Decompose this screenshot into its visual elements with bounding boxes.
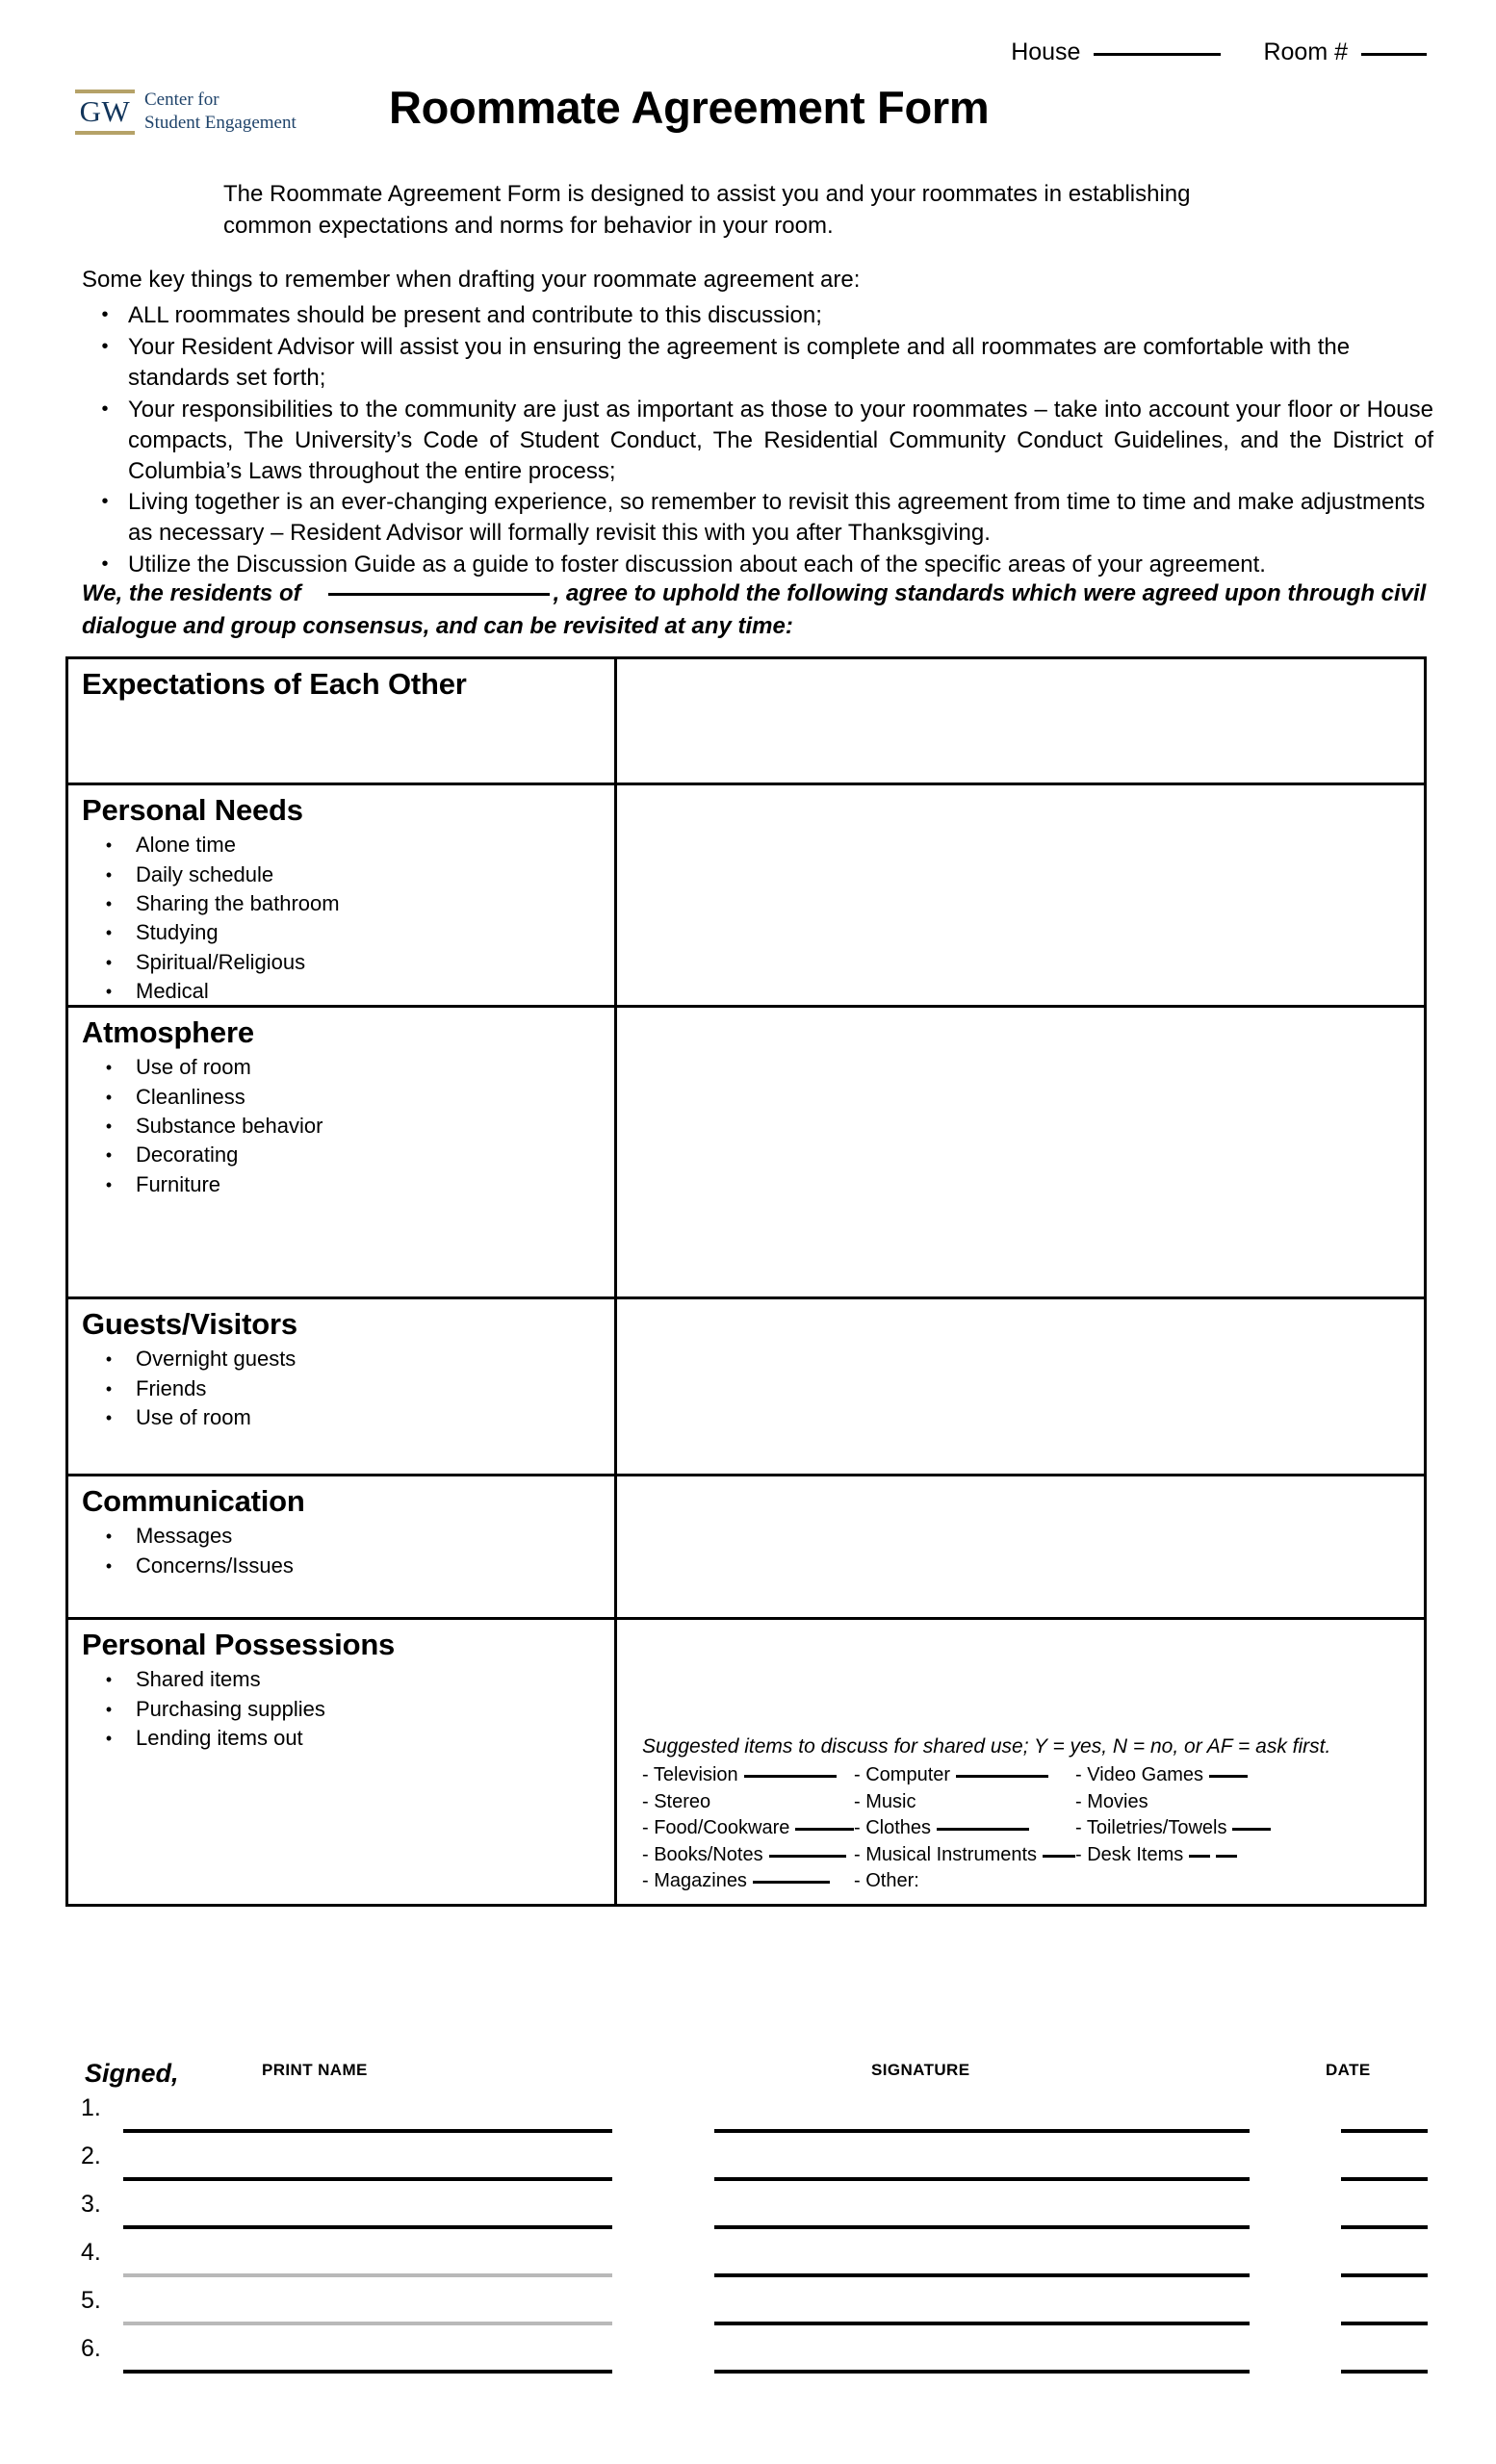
bullet-icon: • <box>105 1058 113 1078</box>
suggested-item-blank[interactable] <box>1043 1855 1075 1858</box>
list-item-label: Sharing the bathroom <box>136 891 340 916</box>
list-item <box>82 1665 614 1694</box>
list-item-label: Alone time <box>136 833 236 858</box>
section-title: Expectations of Each Other <box>82 667 467 701</box>
list-item <box>82 332 1433 394</box>
list-item <box>82 487 1433 549</box>
signature-row <box>0 2331 1496 2379</box>
agreement-statement <box>82 578 1433 642</box>
list-item-label: Substance behavior <box>136 1114 323 1139</box>
section-response-cell[interactable] <box>617 659 1424 783</box>
suggested-item <box>642 1815 854 1841</box>
house-label: House <box>1011 38 1081 65</box>
bullet-icon: • <box>105 835 113 856</box>
bullet-icon: • <box>105 1174 113 1194</box>
list-item <box>82 831 614 860</box>
table-row <box>68 785 1424 1008</box>
section-title: Communication <box>82 1484 305 1518</box>
signature-row <box>0 2283 1496 2331</box>
signature-line[interactable] <box>714 2177 1250 2181</box>
intro-paragraph: The Roommate Agreement Form is designed to assist you and your roommates in establishing common expectations and norms for behavior in your room. <box>223 181 1191 240</box>
list-item-label: Use of room <box>136 1055 251 1080</box>
list-item <box>82 1724 614 1753</box>
suggested-item-blank-pair[interactable] <box>1189 1842 1237 1868</box>
print-name-line[interactable] <box>123 2322 612 2325</box>
suggested-item-label: - Toiletries/Towels <box>1075 1817 1227 1839</box>
list-item <box>82 860 614 889</box>
bullet-icon: • <box>105 1087 113 1107</box>
lead-paragraph: Some key things to remember when drafting your roommate agreement are: <box>82 267 861 293</box>
list-item-label: Medical <box>136 979 209 1004</box>
column-header-date: DATE <box>1326 2061 1371 2079</box>
bullet-icon: • <box>105 864 113 885</box>
signature-row-number: 2. <box>81 2143 101 2169</box>
suggested-item <box>1075 1762 1496 1788</box>
bullet-icon: • <box>101 491 109 513</box>
table-row <box>68 1008 1424 1299</box>
suggested-item-blank[interactable] <box>744 1775 837 1778</box>
section-title: Personal Possessions <box>82 1628 396 1661</box>
suggested-item-blank[interactable] <box>769 1855 846 1858</box>
suggested-item-blank[interactable] <box>795 1828 854 1831</box>
suggested-item-blank[interactable] <box>1209 1775 1248 1778</box>
gw-logo-line-1: Center for <box>144 90 219 110</box>
list-item <box>82 1522 614 1551</box>
print-name-line[interactable] <box>123 2225 612 2229</box>
suggested-item-label: - Stereo <box>642 1790 711 1812</box>
signature-row-number: 4. <box>81 2239 101 2266</box>
section-response-cell[interactable] <box>617 785 1424 1005</box>
bullet-text: Living together is an ever-changing experience, so remember to revisit this agreement from time to time and make adjustments as necessary – Resident Advisor will formally revisit this with you after Thanksgiving. <box>128 489 1426 547</box>
suggested-item-label: - Food/Cookware <box>642 1817 790 1839</box>
suggested-item <box>1075 1842 1496 1868</box>
list-item-label: Daily schedule <box>136 861 274 886</box>
section-title: Guests/Visitors <box>82 1307 297 1341</box>
house-room-header <box>0 38 1496 66</box>
suggested-items-grid <box>642 1762 1496 1894</box>
gw-monogram <box>75 90 135 135</box>
bullet-icon: • <box>105 1408 113 1428</box>
bullet-icon: • <box>101 398 109 420</box>
suggested-item <box>1075 1815 1496 1841</box>
room-label: Room # <box>1263 38 1348 65</box>
suggested-item <box>642 1868 854 1894</box>
list-item-label: Furniture <box>136 1171 221 1196</box>
section-response-cell[interactable] <box>617 1476 1424 1617</box>
agreement-text-part-1: We, the residents of <box>82 580 301 606</box>
list-item <box>82 977 614 1006</box>
signature-header <box>0 2053 1496 2088</box>
column-header-print-name: PRINT NAME <box>262 2061 368 2079</box>
table-row <box>68 659 1424 785</box>
suggested-item-label: - Music <box>854 1790 916 1812</box>
page-title: Roommate Agreement Form <box>389 82 990 133</box>
list-item <box>82 948 614 977</box>
agreement-text-part-2: , agree to uphold the following standards which were agreed upon through civil dialogue and group consensus, and can be revisited at any time: <box>82 580 1427 639</box>
bullet-icon: • <box>105 1670 113 1690</box>
list-item-label: Cleanliness <box>136 1084 245 1109</box>
signature-row <box>0 2187 1496 2235</box>
date-line[interactable] <box>1341 2225 1428 2229</box>
list-item-label: Use of room <box>136 1405 251 1430</box>
section-bullet-list <box>82 1345 614 1432</box>
bullet-icon: • <box>101 553 109 576</box>
bullet-text: ALL roommates should be present and contribute to this discussion; <box>128 302 822 328</box>
table-row <box>68 1299 1424 1476</box>
list-item <box>82 918 614 947</box>
bullet-text: Your Resident Advisor will assist you in ensuring the agreement is complete and all roommates are comfortable with the standards set forth; <box>128 333 1351 391</box>
suggested-item-label: - Movies <box>1075 1790 1148 1812</box>
list-item <box>82 300 1433 331</box>
date-line[interactable] <box>1341 2177 1428 2181</box>
bullet-icon: • <box>105 1349 113 1370</box>
section-label-cell <box>68 1299 617 1474</box>
residents-of-blank[interactable] <box>328 593 550 596</box>
list-item-label: Purchasing supplies <box>136 1696 325 1721</box>
section-bullet-list <box>82 831 614 1006</box>
signature-line[interactable] <box>714 2370 1250 2374</box>
list-item-label: Spiritual/Religious <box>136 949 306 974</box>
list-item-label: Shared items <box>136 1667 261 1692</box>
list-item-label: Concerns/Issues <box>136 1553 294 1578</box>
list-item <box>82 1552 614 1580</box>
bullet-icon: • <box>105 1699 113 1719</box>
house-blank-line[interactable] <box>1094 53 1221 56</box>
signature-row-number: 1. <box>81 2094 101 2121</box>
list-item <box>82 550 1433 580</box>
section-response-cell[interactable] <box>617 1620 1424 1904</box>
list-item-label: Lending items out <box>136 1726 303 1751</box>
gw-logo-line-2: Student Engagement <box>144 113 297 134</box>
suggested-items-block <box>642 1735 1496 1894</box>
suggested-item <box>854 1842 1075 1868</box>
suggested-item-label: - Magazines <box>642 1870 747 1892</box>
suggested-item-blank[interactable] <box>937 1828 1029 1831</box>
section-label-cell <box>68 1008 617 1296</box>
section-label-cell <box>68 1476 617 1617</box>
gw-letters: GW <box>79 93 131 128</box>
suggested-item <box>854 1815 1075 1841</box>
suggested-item-label: - Computer <box>854 1764 951 1786</box>
bullet-icon: • <box>105 894 113 914</box>
list-item <box>82 395 1433 487</box>
list-item-label: Overnight guests <box>136 1347 297 1372</box>
list-item <box>82 1695 614 1724</box>
signature-row-number: 3. <box>81 2191 101 2218</box>
column-header-signature: SIGNATURE <box>871 2061 970 2079</box>
suggested-item-label: - Television <box>642 1764 738 1786</box>
signature-line[interactable] <box>714 2273 1250 2277</box>
list-item <box>82 1345 614 1373</box>
title-bar <box>0 83 1496 154</box>
section-title: Atmosphere <box>82 1015 254 1049</box>
bullet-icon: • <box>105 1729 113 1749</box>
list-item-label: Friends <box>136 1375 207 1400</box>
bullet-icon: • <box>105 1116 113 1137</box>
list-item <box>82 1141 614 1169</box>
suggested-item <box>854 1868 1075 1894</box>
list-item <box>82 1112 614 1141</box>
suggested-item-label: - Books/Notes <box>642 1843 763 1865</box>
print-name-line[interactable] <box>123 2370 612 2374</box>
list-item <box>82 1374 614 1403</box>
section-bullet-list <box>82 1053 614 1199</box>
date-line[interactable] <box>1341 2273 1428 2277</box>
suggested-item <box>642 1762 854 1788</box>
suggested-item <box>854 1789 1075 1815</box>
section-title: Personal Needs <box>82 793 303 827</box>
date-line[interactable] <box>1341 2322 1428 2325</box>
signature-row <box>0 2235 1496 2283</box>
section-label-cell <box>68 785 617 1005</box>
suggested-item-label: - Desk Items <box>1075 1843 1184 1865</box>
section-bullet-list <box>82 1522 614 1580</box>
print-name-line[interactable] <box>123 2273 612 2277</box>
bullet-icon: • <box>105 1527 113 1547</box>
bullet-icon: • <box>105 982 113 1002</box>
bullet-icon: • <box>105 1378 113 1399</box>
suggested-item-blank[interactable] <box>753 1881 830 1884</box>
suggested-item-blank[interactable] <box>1189 1855 1210 1858</box>
section-label-cell <box>68 659 617 783</box>
table-row <box>68 1620 1424 1904</box>
signature-line[interactable] <box>714 2129 1250 2133</box>
suggested-item-label: - Clothes <box>854 1817 932 1839</box>
date-line[interactable] <box>1341 2129 1428 2133</box>
suggested-item-empty <box>1075 1868 1496 1894</box>
suggested-item <box>642 1789 854 1815</box>
room-blank-line[interactable] <box>1361 53 1427 56</box>
section-label-cell <box>68 1620 617 1904</box>
section-response-cell[interactable] <box>617 1299 1424 1474</box>
signature-row <box>0 2139 1496 2187</box>
list-item <box>82 889 614 918</box>
suggested-items-heading: Suggested items to discuss for shared use; Y = yes, N = no, or AF = ask first. <box>642 1735 1331 1758</box>
suggested-item-label: - Other: <box>854 1870 919 1892</box>
list-item <box>82 1403 614 1432</box>
list-item <box>82 1170 614 1199</box>
signature-row <box>0 2091 1496 2139</box>
gw-bottom-bar <box>75 131 135 135</box>
key-things-bullet-list <box>82 300 1433 581</box>
suggested-item <box>642 1842 854 1868</box>
list-item <box>82 1053 614 1082</box>
bullet-icon: • <box>105 952 113 972</box>
signature-line[interactable] <box>714 2225 1250 2229</box>
list-item-label: Studying <box>136 920 219 945</box>
suggested-item-blank[interactable] <box>1232 1828 1271 1831</box>
table-row <box>68 1476 1424 1620</box>
agreement-table <box>65 656 1427 1907</box>
bullet-text: Your responsibilities to the community are just as important as those to your roommates – take into account your floor or House compacts, The University’s Code of Student Conduct, The Residential Community Conduct Guidelines, and the District of Columbia’s Laws throughout the entire process; <box>128 396 1433 484</box>
bullet-icon: • <box>101 304 109 325</box>
signature-rows <box>0 2091 1496 2379</box>
bullet-text: Utilize the Discussion Guide as a guide to foster discussion about each of the specific areas of your agreement. <box>128 552 1266 578</box>
signature-row-number: 6. <box>81 2335 101 2362</box>
suggested-item <box>1075 1789 1496 1815</box>
bullet-icon: • <box>105 1555 113 1576</box>
suggested-item-blank[interactable] <box>1216 1855 1237 1858</box>
section-bullet-list <box>82 1665 614 1753</box>
suggested-item-label: - Musical Instruments <box>854 1843 1038 1865</box>
signed-label: Signed, <box>85 2059 179 2088</box>
gw-logo-wordmark <box>144 89 297 136</box>
list-item-label: Decorating <box>136 1142 239 1168</box>
section-response-cell[interactable] <box>617 1008 1424 1296</box>
suggested-item-label: - Video Games <box>1075 1764 1204 1786</box>
suggested-item-blank[interactable] <box>956 1775 1048 1778</box>
signature-line[interactable] <box>714 2322 1250 2325</box>
list-item <box>82 1083 614 1112</box>
gw-logo <box>75 89 297 136</box>
date-line[interactable] <box>1341 2370 1428 2374</box>
list-item-label: Messages <box>136 1524 233 1549</box>
print-name-line[interactable] <box>123 2129 612 2133</box>
suggested-item <box>854 1762 1075 1788</box>
print-name-line[interactable] <box>123 2177 612 2181</box>
bullet-icon: • <box>105 923 113 943</box>
bullet-icon: • <box>105 1145 113 1166</box>
bullet-icon: • <box>101 335 109 357</box>
signature-row-number: 5. <box>81 2287 101 2314</box>
